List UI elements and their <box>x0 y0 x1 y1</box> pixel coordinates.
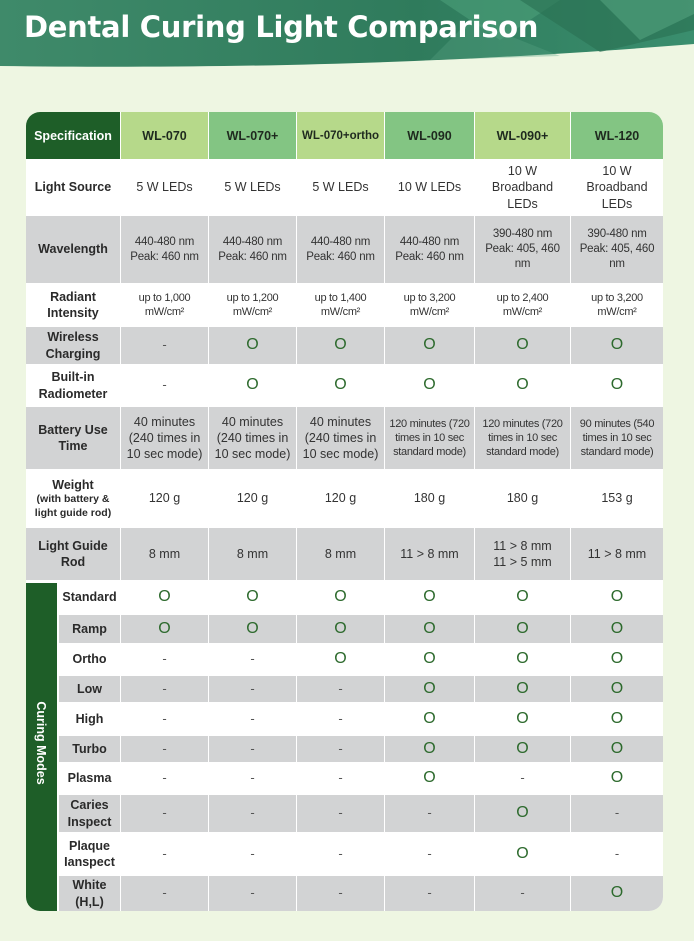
mode-value: - <box>297 676 384 702</box>
mode-value: O <box>475 583 570 612</box>
mode-value: - <box>297 736 384 762</box>
row-label-text: Light Source <box>34 180 112 195</box>
mode-value: - <box>121 676 208 702</box>
mode-value: O <box>385 676 474 702</box>
mode-value: O <box>297 583 384 612</box>
spec-value: O <box>571 327 663 364</box>
spec-value: 390-480 nm Peak: 405, 460 nm <box>475 216 570 283</box>
mode-label: Turbo <box>59 736 120 762</box>
spec-value: O <box>297 327 384 364</box>
spec-value: 153 g <box>571 472 663 525</box>
mode-label: Caries Inspect <box>59 795 120 832</box>
spec-value: 10 W Broadband LEDs <box>571 162 663 213</box>
spec-value: 180 g <box>475 472 570 525</box>
spec-value: 5 W LEDs <box>297 162 384 213</box>
spec-value: up to 1,200 mW/cm² <box>209 286 296 324</box>
row-label-text: Radiant Intensity <box>47 289 99 320</box>
spec-value: 11 > 8 mm <box>571 528 663 580</box>
spec-value: 8 mm <box>297 528 384 580</box>
mode-value: - <box>475 765 570 792</box>
mode-value: O <box>475 736 570 762</box>
mode-value: - <box>385 876 474 911</box>
spec-value: - <box>121 327 208 364</box>
spec-value: 40 minutes (240 times in 10 sec mode) <box>297 407 384 469</box>
spec-value: 8 mm <box>209 528 296 580</box>
spec-value: O <box>475 367 570 404</box>
mode-value: - <box>297 765 384 792</box>
spec-value: 120 minutes (720 times in 10 sec standard mode) <box>385 407 474 469</box>
spec-value: 10 W LEDs <box>385 162 474 213</box>
mode-value: - <box>121 835 208 873</box>
model-name: WL-070+ <box>226 128 279 143</box>
header-model <box>121 112 208 159</box>
mode-label: Ramp <box>59 615 120 643</box>
model-name: WL-070 <box>142 128 187 143</box>
spec-value: 40 minutes (240 times in 10 sec mode) <box>209 407 296 469</box>
spec-value: 180 g <box>385 472 474 525</box>
spec-value: 10 W Broadband LEDs <box>475 162 570 213</box>
mode-value: - <box>209 835 296 873</box>
title-banner <box>0 0 694 72</box>
header-label: Specification <box>34 128 112 143</box>
mode-value: O <box>209 583 296 612</box>
mode-value: O <box>385 583 474 612</box>
spec-value: O <box>385 327 474 364</box>
mode-value: O <box>571 876 663 911</box>
mode-value: - <box>297 876 384 911</box>
spec-value: up to 3,200 mW/cm² <box>385 286 474 324</box>
spec-value: O <box>209 367 296 404</box>
spec-value: 440-480 nm Peak: 460 nm <box>297 216 384 283</box>
row-label <box>26 472 120 525</box>
spec-value: up to 2,400 mW/cm² <box>475 286 570 324</box>
spec-value: O <box>571 367 663 404</box>
mode-value: O <box>475 676 570 702</box>
mode-value: O <box>571 646 663 673</box>
mode-value: - <box>209 795 296 832</box>
mode-value: O <box>297 615 384 643</box>
mode-label: High <box>59 705 120 733</box>
mode-value: - <box>297 835 384 873</box>
header-model <box>571 112 663 159</box>
row-label-text: Wavelength <box>38 242 108 257</box>
mode-value: O <box>571 583 663 612</box>
mode-value: - <box>385 795 474 832</box>
mode-value: - <box>385 835 474 873</box>
mode-value: O <box>571 765 663 792</box>
mode-value: - <box>209 646 296 673</box>
mode-value: O <box>571 736 663 762</box>
spec-value: 120 minutes (720 times in 10 sec standard mode) <box>475 407 570 469</box>
spec-value: 120 g <box>297 472 384 525</box>
mode-label: Standard <box>59 583 120 612</box>
mode-value: - <box>121 736 208 762</box>
mode-value: O <box>385 615 474 643</box>
row-label-text: Wireless Charging <box>45 330 101 361</box>
spec-value: - <box>121 367 208 404</box>
model-name: WL-090 <box>407 128 452 143</box>
mode-value: - <box>209 876 296 911</box>
mode-label: Ortho <box>59 646 120 673</box>
row-label-text: Weight <box>52 477 94 492</box>
spec-value: 440-480 nm Peak: 460 nm <box>121 216 208 283</box>
row-label-text: Light Guide Rod <box>38 538 108 569</box>
row-label <box>26 286 120 324</box>
mode-value: - <box>121 646 208 673</box>
curing-modes-group <box>26 583 57 911</box>
mode-value: O <box>475 795 570 832</box>
mode-value: O <box>475 705 570 733</box>
mode-value: - <box>571 795 663 832</box>
mode-value: - <box>121 705 208 733</box>
row-label <box>26 162 120 213</box>
mode-value: - <box>297 705 384 733</box>
header-model <box>209 112 296 159</box>
spec-value: O <box>209 327 296 364</box>
spec-value: 120 g <box>121 472 208 525</box>
row-label <box>26 407 120 469</box>
mode-label: Plaque Ianspect <box>59 835 120 873</box>
spec-value: 5 W LEDs <box>209 162 296 213</box>
row-label <box>26 528 120 580</box>
mode-value: - <box>209 736 296 762</box>
spec-value: 11 > 8 mm <box>385 528 474 580</box>
mode-value: O <box>571 615 663 643</box>
header-model <box>385 112 474 159</box>
mode-value: O <box>475 835 570 873</box>
mode-label: Plasma <box>59 765 120 792</box>
mode-value: - <box>571 835 663 873</box>
mode-value: - <box>209 765 296 792</box>
row-label <box>26 327 120 364</box>
row-label-note: (with battery & light guide rod) <box>34 492 112 519</box>
spec-value: 440-480 nm Peak: 460 nm <box>385 216 474 283</box>
curing-modes-label: Curing Modes <box>34 701 48 785</box>
mode-value: - <box>297 795 384 832</box>
spec-value: 120 g <box>209 472 296 525</box>
header-model <box>475 112 570 159</box>
mode-value: - <box>121 876 208 911</box>
header-specification <box>26 112 120 159</box>
mode-value: O <box>475 615 570 643</box>
spec-value: O <box>475 327 570 364</box>
spec-value: up to 3,200 mW/cm² <box>571 286 663 324</box>
spec-value: 5 W LEDs <box>121 162 208 213</box>
mode-value: - <box>121 765 208 792</box>
spec-value: 11 > 8 mm 11 > 5 mm <box>475 528 570 580</box>
mode-value: O <box>121 615 208 643</box>
spec-value: 390-480 nm Peak: 405, 460 nm <box>571 216 663 283</box>
spec-value: 40 minutes (240 times in 10 sec mode) <box>121 407 208 469</box>
mode-value: O <box>385 765 474 792</box>
mode-value: - <box>475 876 570 911</box>
spec-value: 8 mm <box>121 528 208 580</box>
mode-value: O <box>571 676 663 702</box>
mode-value: O <box>385 705 474 733</box>
mode-value: O <box>475 646 570 673</box>
mode-value: O <box>385 736 474 762</box>
spec-value: O <box>297 367 384 404</box>
mode-value: - <box>209 705 296 733</box>
model-name: WL-120 <box>594 128 640 143</box>
header-model <box>297 112 384 159</box>
spec-value: up to 1,400 mW/cm² <box>297 286 384 324</box>
mode-value: O <box>209 615 296 643</box>
mode-value: O <box>297 646 384 673</box>
row-label-text: Battery Use Time <box>38 422 108 453</box>
row-label <box>26 216 120 283</box>
page-title: Dental Curing Light Comparison <box>24 10 539 44</box>
model-name: WL-070+ortho <box>302 129 379 142</box>
model-name: WL-090+ <box>496 128 549 143</box>
comparison-table <box>26 112 663 911</box>
mode-value: O <box>385 646 474 673</box>
spec-value: 90 minutes (540 times in 10 sec standard mode) <box>571 407 663 469</box>
mode-value: O <box>121 583 208 612</box>
mode-value: - <box>209 676 296 702</box>
mode-value: O <box>571 705 663 733</box>
mode-label: Low <box>59 676 120 702</box>
spec-value: up to 1,000 mW/cm² <box>121 286 208 324</box>
spec-value: O <box>385 367 474 404</box>
spec-value: 440-480 nm Peak: 460 nm <box>209 216 296 283</box>
row-label <box>26 367 120 404</box>
mode-label: White (H,L) <box>59 876 120 911</box>
row-label-text: Built-in Radiometer <box>38 370 108 401</box>
mode-value: - <box>121 795 208 832</box>
